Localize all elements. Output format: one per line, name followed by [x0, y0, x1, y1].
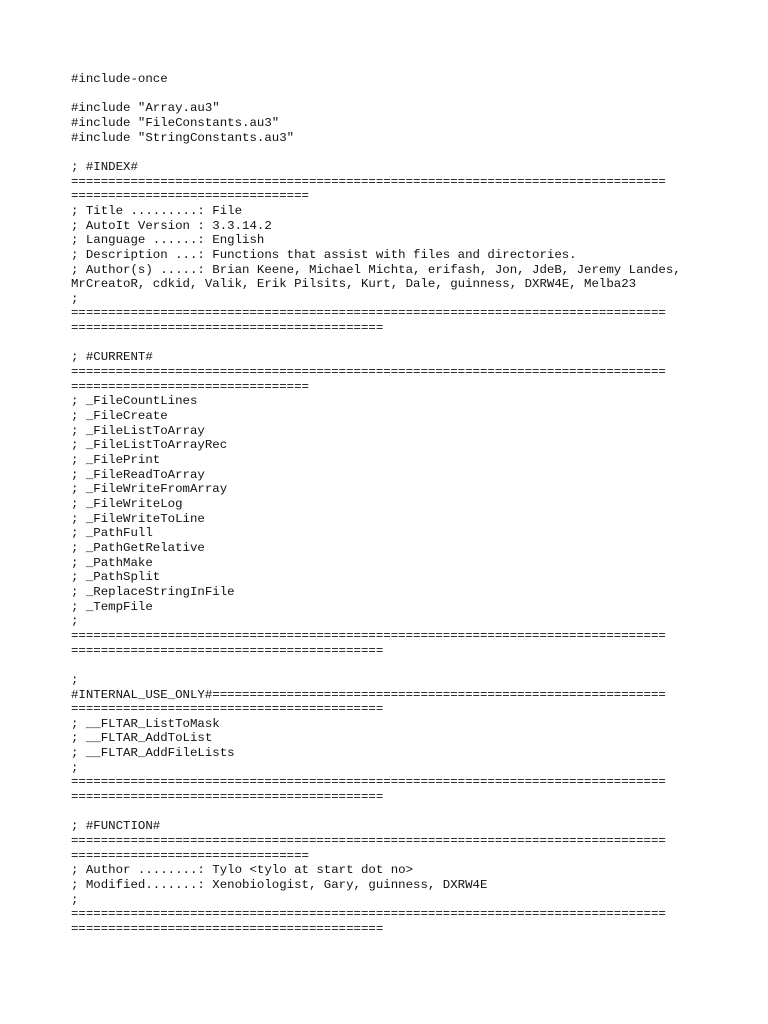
blank-line	[71, 336, 701, 351]
code-line: ; _FileWriteFromArray	[71, 482, 228, 497]
code-line: #INTERNAL_USE_ONLY#=============================================================	[71, 687, 666, 702]
code-line: ; _FileWriteLog	[71, 496, 183, 511]
code-line: ==========================================	[71, 702, 384, 717]
code-line: ;	[71, 892, 79, 907]
code-line: MrCreatoR, cdkid, Valik, Erik Pilsits, Kurt, Dale, guinness, DXRW4E, Melba23	[71, 277, 637, 292]
code-line: #include "FileConstants.au3"	[71, 115, 280, 130]
code-document	[71, 72, 701, 937]
blank-line	[71, 145, 701, 160]
code-line: ==========================================	[71, 790, 384, 805]
code-line: ; Author ........: Tylo <tylo at start dot no>	[71, 863, 414, 878]
code-line: ; _FileCountLines	[71, 394, 198, 409]
code-line: ; __FLTAR_AddToList	[71, 731, 213, 746]
code-line: ; _FileWriteToLine	[71, 511, 205, 526]
code-line: ==========================================	[71, 643, 384, 658]
code-line: ; _FileListToArray	[71, 423, 205, 438]
code-line: ; _FileReadToArray	[71, 467, 205, 482]
code-line: ================================================================================	[71, 628, 666, 643]
code-line: ; Language ......: English	[71, 233, 265, 248]
code-line: ================================	[71, 848, 309, 863]
code-line: ; _PathGetRelative	[71, 540, 205, 555]
blank-line	[71, 87, 701, 102]
code-line: ; Description ...: Functions that assist with files and directories.	[71, 247, 577, 262]
blank-line	[71, 805, 701, 820]
code-line: ; __FLTAR_ListToMask	[71, 716, 220, 731]
code-line: ; _PathMake	[71, 555, 153, 570]
code-line: ; _PathSplit	[71, 570, 161, 585]
code-line: #include-once	[71, 72, 168, 86]
code-line: ================================================================================	[71, 174, 666, 189]
code-line: ================================================================================	[71, 834, 666, 849]
code-line: ; Title .........: File	[71, 203, 243, 218]
code-line: ================================	[71, 379, 309, 394]
code-line: ; _PathFull	[71, 526, 153, 541]
code-line: ;	[71, 291, 79, 306]
code-line: ; AutoIt Version : 3.3.14.2	[71, 218, 272, 233]
code-line: ; #CURRENT#	[71, 350, 153, 365]
blank-line	[71, 658, 701, 673]
code-line: ; _FileCreate	[71, 409, 168, 424]
code-line: ================================================================================	[71, 907, 666, 922]
code-line: ; _FilePrint	[71, 453, 161, 468]
code-line: #include "StringConstants.au3"	[71, 130, 295, 145]
code-line: ;	[71, 614, 79, 629]
code-line: ; _TempFile	[71, 599, 153, 614]
code-line: ; _ReplaceStringInFile	[71, 584, 235, 599]
code-line: ;	[71, 760, 79, 775]
code-line: #include "Array.au3"	[71, 101, 220, 116]
code-line: ; #INDEX#	[71, 159, 138, 174]
code-line: ; Author(s) .....: Brian Keene, Michael Michta, erifash, Jon, JdeB, Jeremy Landes,	[71, 262, 681, 277]
code-line: ================================================================================	[71, 306, 666, 321]
code-line: ; #FUNCTION#	[71, 819, 161, 834]
code-line: ; Modified.......: Xenobiologist, Gary, guinness, DXRW4E	[71, 878, 488, 893]
code-line: ;	[71, 672, 79, 687]
code-line: ================================	[71, 189, 309, 204]
code-line: ==========================================	[71, 921, 384, 936]
code-line: ; _FileListToArrayRec	[71, 438, 228, 453]
code-line: ==========================================	[71, 321, 384, 336]
code-line: ================================================================================	[71, 365, 666, 380]
code-line: ; __FLTAR_AddFileLists	[71, 746, 235, 761]
code-line: ================================================================================	[71, 775, 666, 790]
